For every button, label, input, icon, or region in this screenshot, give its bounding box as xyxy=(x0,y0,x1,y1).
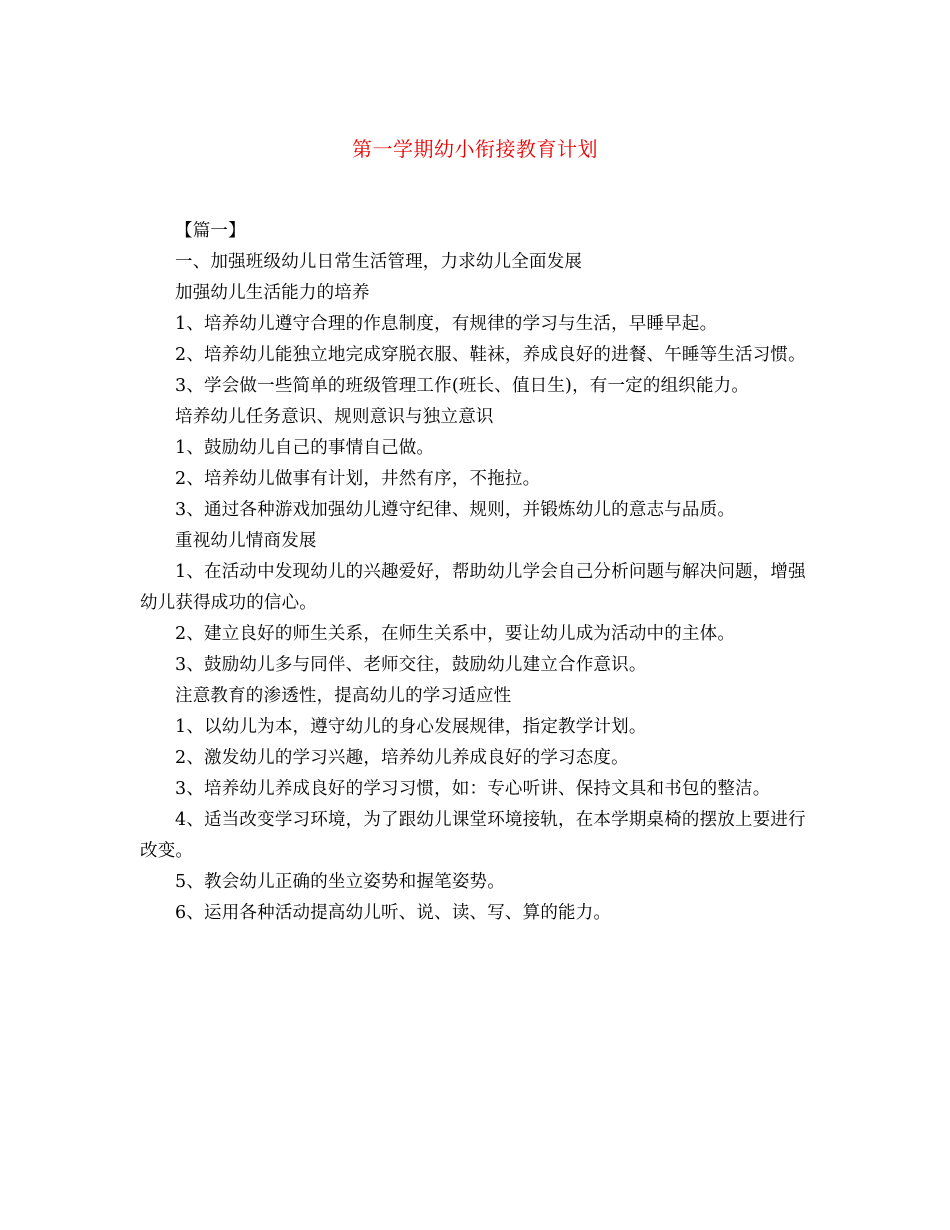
list-item: 3、学会做一些简单的班级管理工作(班长、值日生)，有一定的组织能力。 xyxy=(175,376,750,396)
list-item: 2、培养幼儿做事有计划，井然有序，不拖拉。 xyxy=(175,469,541,489)
list-item: 2、激发幼儿的学习兴趣，培养幼儿养成良好的学习态度。 xyxy=(175,748,629,768)
list-item: 2、建立良好的师生关系，在师生关系中，要让幼儿成为活动中的主体。 xyxy=(175,624,736,644)
subheading: 重视幼儿情商发展 xyxy=(175,531,317,551)
list-item: 5、教会幼儿正确的坐立姿势和握笔姿势。 xyxy=(175,872,505,892)
subheading: 注意教育的渗透性，提高幼儿的学习适应性 xyxy=(175,686,512,706)
section-heading: 一、加强班级幼儿日常生活管理，力求幼儿全面发展 xyxy=(175,252,583,272)
list-item: 4、适当改变学习环境，为了跟幼儿课堂环境接轨，在本学期桌椅的摆放上要进行改变。 xyxy=(140,810,806,861)
document-body xyxy=(140,216,820,929)
list-item: 1、培养幼儿遵守合理的作息制度，有规律的学习与生活，早睡早起。 xyxy=(175,314,718,334)
list-item: 1、在活动中发现幼儿的兴趣爱好，帮助幼儿学会自己分析问题与解决问题，增强幼儿获得成功的信心。 xyxy=(140,562,806,613)
list-item: 1、鼓励幼儿自己的事情自己做。 xyxy=(175,438,435,458)
document-title: 第一学期幼小衔接教育计划 xyxy=(352,137,598,161)
list-item: 1、以幼儿为本，遵守幼儿的身心发展规律，指定教学计划。 xyxy=(175,717,647,737)
list-item: 3、培养幼儿养成良好的学习习惯，如：专心听讲、保持文具和书包的整洁。 xyxy=(175,779,771,799)
section-label: 【篇一】 xyxy=(175,221,246,241)
list-item: 3、鼓励幼儿多与同伴、老师交往，鼓励幼儿建立合作意识。 xyxy=(175,655,647,675)
list-item: 6、运用各种活动提高幼儿听、说、读、写、算的能力。 xyxy=(175,903,612,923)
list-item: 3、通过各种游戏加强幼儿遵守纪律、规则，并锻炼幼儿的意志与品质。 xyxy=(175,500,736,520)
subheading: 培养幼儿任务意识、规则意识与独立意识 xyxy=(175,407,494,427)
list-item: 2、培养幼儿能独立地完成穿脱衣服、鞋袜，养成良好的进餐、午睡等生活习惯。 xyxy=(175,345,806,365)
subheading: 加强幼儿生活能力的培养 xyxy=(175,283,370,303)
